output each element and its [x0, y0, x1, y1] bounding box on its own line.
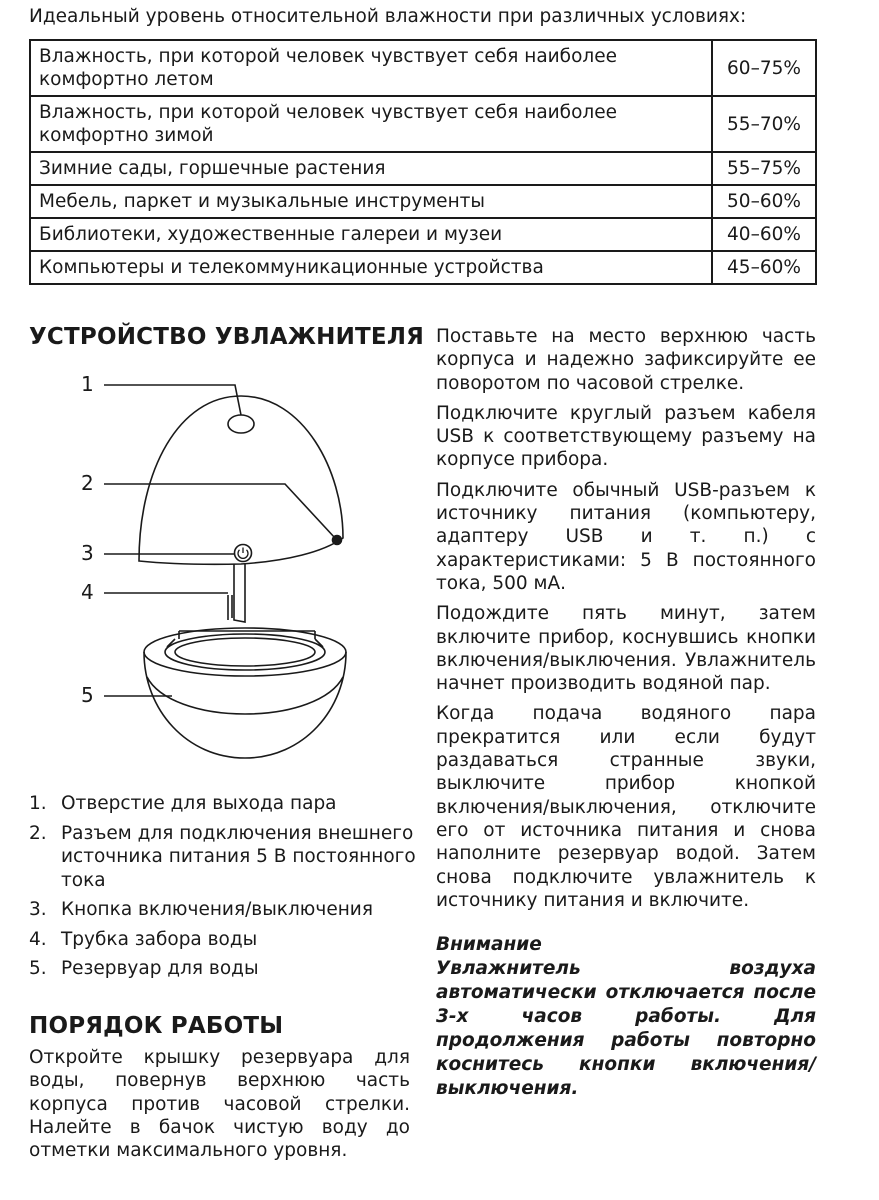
- table-row: [30, 96, 816, 152]
- list-text: Резервуар для воды: [61, 958, 259, 979]
- warning-title: Внимание: [436, 934, 542, 956]
- list-number: 2.: [29, 822, 47, 844]
- callout-number: 1: [81, 372, 94, 396]
- table-cell-value: 55–75%: [712, 152, 816, 185]
- humidity-table: [29, 39, 817, 285]
- table-cell-value: 40–60%: [712, 218, 816, 251]
- list-item: [29, 957, 419, 981]
- paragraph: Подключите обычный USB-разъем к источнику питания (компьютеру, адаптеру USB и т. п.) с характеристиками: 5 В постоянного тока, 500 мА.: [436, 479, 816, 594]
- reservoir-bowl: [144, 652, 346, 758]
- humidifier-drawing: [29, 360, 429, 780]
- list-text: Кнопка включения/выключения: [61, 899, 373, 920]
- section-title-device: УСТРОЙСТВО УВЛАЖНИТЕЛЯ: [29, 324, 425, 350]
- humidifier-diagram: [29, 360, 429, 780]
- list-item: [29, 928, 419, 952]
- list-item: [29, 822, 419, 893]
- list-text: Разъем для подключения внешнего источника питания 5 В постоянного тока: [61, 822, 416, 891]
- callout-number: 2: [81, 471, 94, 495]
- parts-list: [29, 792, 419, 987]
- section-title-order: ПОРЯДОК РАБОТЫ: [29, 1013, 284, 1039]
- table-row: [30, 152, 816, 185]
- callout-number: 3: [81, 541, 94, 565]
- steam-outlet: [228, 415, 254, 433]
- list-text: Отверстие для выхода пара: [61, 793, 337, 814]
- table-row: [30, 185, 816, 218]
- table-cell-value: 45–60%: [712, 251, 816, 284]
- warning-text: Увлажнитель воздуха автоматически отключается после 3-х часов работы. Для продолжения работы повторно коснитесь кнопки включения/выключения.: [436, 958, 816, 1100]
- list-number: 3.: [29, 899, 47, 920]
- paragraph: Когда подача водяного пара прекратится или если будут раздаваться странные звуки, выключите прибор кнопкой включения/выключения, отключите его от источника питания и снова наполните резервуар водой. Затем снова подключите увлажнитель к источнику питания и включите.: [436, 703, 816, 911]
- table-cell-label: Влажность, при которой человек чувствует себя наиболее комфортно зимой: [30, 96, 712, 152]
- list-item: [29, 792, 419, 816]
- paragraph: Подключите круглый разъем кабеля USB к соответствующему разъему на корпусе прибора.: [436, 402, 816, 471]
- table-cell-value: 55–70%: [712, 96, 816, 152]
- paragraph: Поставьте на место верхнюю часть корпуса и надежно зафиксируйте ее поворотом по часовой стрелке.: [436, 326, 816, 394]
- paragraph: Подождите пять минут, затем включите прибор, коснувшись кнопки включения/выключения. Увлажнитель начнет производить водяной пар.: [436, 603, 816, 695]
- table-cell-label: Зимние сады, горшечные растения: [30, 152, 712, 185]
- paragraph-open-lid: Откройте крышку резервуара для воды, повернув верхнюю часть корпуса против часовой стрелки. Налейте в бачок чистую воду до отметки максимального уровня.: [29, 1047, 410, 1162]
- callout-number: 5: [81, 683, 94, 707]
- table-row: [30, 218, 816, 251]
- intro-text: Идеальный уровень относительной влажности при различных условиях:: [29, 6, 747, 27]
- top-dome: [139, 396, 343, 564]
- water-tube: [234, 564, 245, 622]
- list-number: 1.: [29, 793, 47, 814]
- table-cell-label: Мебель, паркет и музыкальные инструменты: [30, 185, 712, 218]
- list-item: [29, 898, 419, 922]
- table-cell-label: Компьютеры и телекоммуникационные устройства: [30, 251, 712, 284]
- table-cell-label: Библиотеки, художественные галереи и музеи: [30, 218, 712, 251]
- table-cell-value: 50–60%: [712, 185, 816, 218]
- list-number: 5.: [29, 958, 47, 979]
- list-text: Трубка забора воды: [61, 928, 258, 950]
- table-row: [30, 40, 816, 96]
- table-row: [30, 251, 816, 284]
- right-column: [436, 325, 816, 1101]
- list-number: 4.: [29, 928, 47, 950]
- callout-number: 4: [81, 580, 94, 604]
- table-cell-label: Влажность, при которой человек чувствует себя наиболее комфортно летом: [30, 40, 712, 96]
- table-cell-value: 60–75%: [712, 40, 816, 96]
